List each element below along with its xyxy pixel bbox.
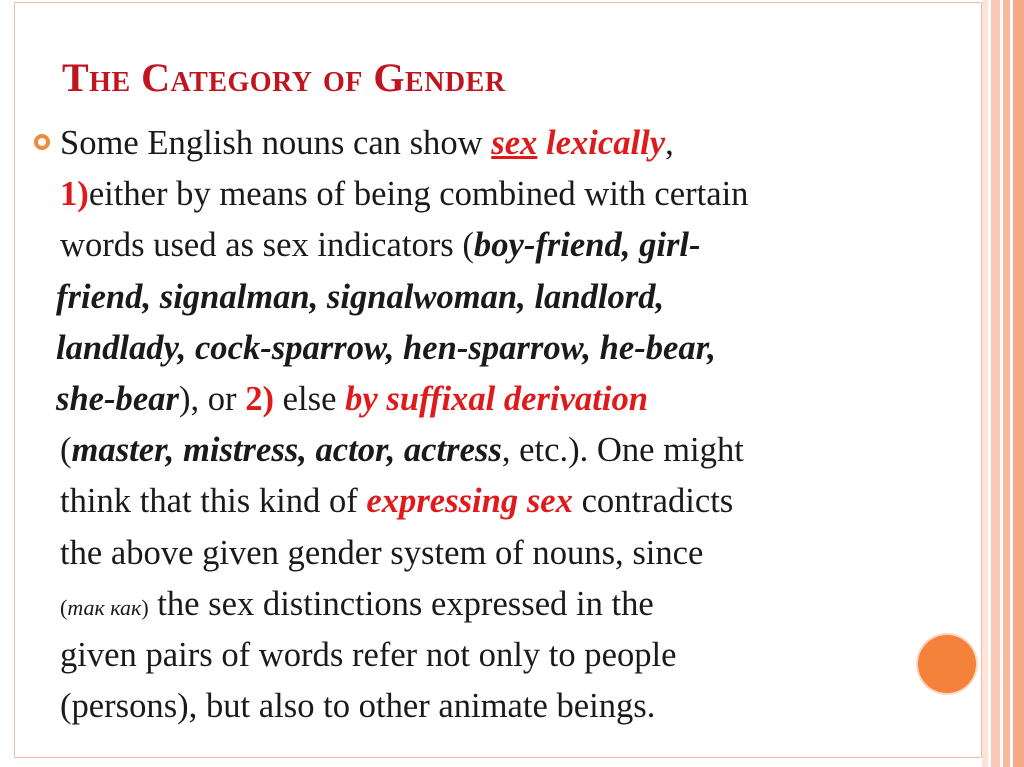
text-run: 1) bbox=[60, 175, 89, 214]
text-line bbox=[60, 528, 940, 579]
stripe bbox=[1003, 0, 1010, 767]
text-run: ), or bbox=[178, 379, 246, 418]
text-run: ( bbox=[60, 594, 68, 620]
text-line bbox=[60, 681, 940, 732]
text-run: given pairs of words refer not only to people bbox=[60, 635, 677, 674]
text-run: friend, signalman, signalwoman, landlord, bbox=[56, 277, 665, 316]
text-run: так как bbox=[67, 594, 142, 620]
text-run: the sex distinctions expressed in the bbox=[148, 584, 654, 623]
text-run: master, mistress, actor, actress bbox=[71, 431, 502, 470]
text-line bbox=[60, 118, 940, 169]
text-line bbox=[56, 272, 940, 323]
text-run: (persons), but also to other animate beings. bbox=[60, 687, 656, 726]
text-run bbox=[537, 124, 546, 162]
text-line bbox=[60, 220, 940, 271]
text-line bbox=[60, 169, 940, 220]
text-run: boy-friend, girl- bbox=[473, 226, 701, 265]
text-run: lexically bbox=[546, 124, 666, 162]
text-line bbox=[60, 579, 940, 630]
text-run: words used as sex indicators ( bbox=[60, 226, 474, 265]
text-run: ( bbox=[60, 431, 72, 470]
text-line bbox=[56, 323, 940, 374]
stripe bbox=[991, 0, 1000, 767]
text-run: either by means of being combined with certain bbox=[88, 175, 749, 214]
text-run: by suffixal derivation bbox=[345, 379, 648, 418]
text-run: think that this kind of bbox=[60, 482, 367, 521]
text-line bbox=[56, 374, 940, 425]
body-paragraph bbox=[56, 118, 940, 732]
stripe bbox=[1013, 0, 1024, 767]
text-line bbox=[60, 425, 940, 476]
text-run: contradicts bbox=[572, 482, 734, 521]
bullet-icon bbox=[34, 134, 50, 150]
text-line bbox=[60, 630, 940, 681]
text-run: else bbox=[274, 379, 346, 418]
text-run: ) bbox=[141, 594, 149, 620]
text-run: landlady, cock-sparrow, hen-sparrow, he-bear, bbox=[56, 328, 716, 367]
text-run: Some English nouns can show bbox=[60, 124, 492, 162]
text-run: expressing sex bbox=[366, 482, 573, 521]
text-run: , etc.). One might bbox=[501, 431, 744, 470]
text-run: she-bear bbox=[56, 379, 179, 418]
text-line bbox=[60, 476, 940, 527]
text-run: the above given gender system of nouns, since bbox=[60, 533, 704, 572]
slide-title: The Category of Gender bbox=[62, 55, 506, 100]
text-run: , bbox=[665, 124, 674, 162]
decorative-stripes bbox=[982, 0, 1024, 767]
text-run: 2) bbox=[245, 379, 275, 418]
text-run: sex bbox=[491, 124, 538, 162]
